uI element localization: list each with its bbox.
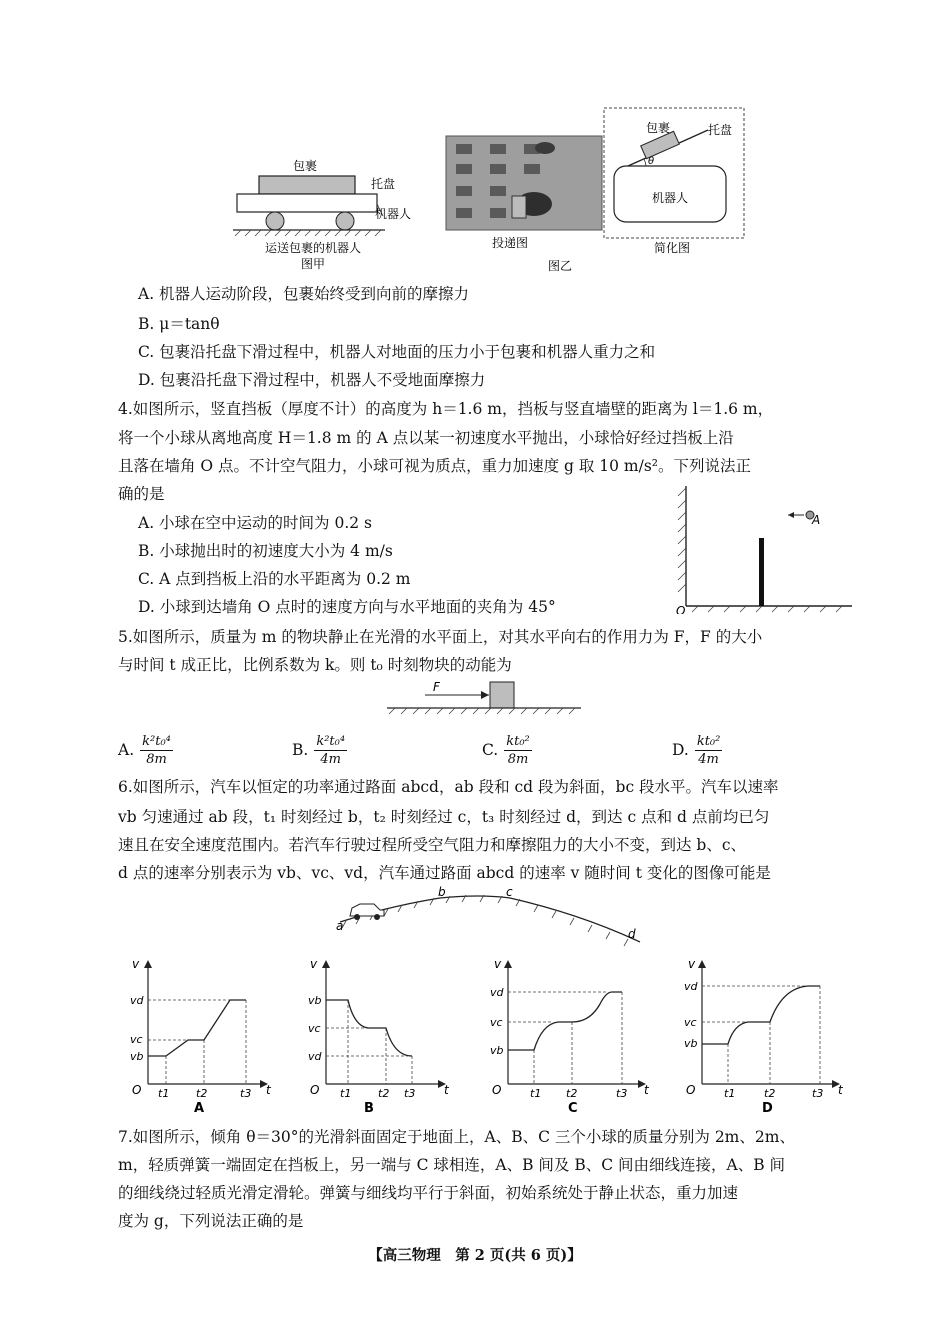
q4-figure bbox=[668, 482, 854, 614]
q3-option-a: A. 机器人运动阶段，包裹始终受到向前的摩擦力 bbox=[138, 285, 470, 303]
graph-c-t2: t2 bbox=[566, 1087, 578, 1100]
graph-d-t1: t1 bbox=[724, 1087, 736, 1100]
graph-a-t1: t1 bbox=[158, 1087, 170, 1100]
q4-option-b: B. 小球抛出时的初速度大小为 4 m/s bbox=[138, 542, 393, 560]
q5-option-d-label: D. bbox=[672, 741, 689, 759]
q5-option-b-den: 4m bbox=[320, 751, 341, 767]
q5-option-a-label: A. bbox=[118, 741, 135, 759]
graph-c-origin: O bbox=[492, 1083, 502, 1097]
graph-a-v-axis: v bbox=[132, 957, 140, 971]
graph-b-v-axis: v bbox=[310, 957, 318, 971]
graph-a-vb: vb bbox=[130, 1050, 144, 1063]
q5-option-d-den: 4m bbox=[698, 751, 719, 767]
graph-d-vc: vc bbox=[684, 1016, 697, 1029]
q7-line-1: 7.如图所示，倾角 θ＝30°的光滑斜面固定于地面上，A、B、C 三个小球的质量分别为 2m、2m、 bbox=[118, 1128, 795, 1146]
graph-d-vb: vb bbox=[684, 1037, 698, 1050]
q7-line-3: 的细线绕过轻质光滑定滑轮。弹簧与细线均平行于斜面，初始系统处于静止状态，重力加速 bbox=[118, 1184, 739, 1202]
q6-line-4: d 点的速率分别表示为 vb、vc、vd，汽车通过路面 abcd 的速率 v 随时间 t 变化的图像可能是 bbox=[118, 864, 771, 882]
q4-line-3: 且落在墙角 O 点。不计空气阻力，小球可视为质点，重力加速度 g 取 10 m/s²。下列说法正 bbox=[118, 457, 752, 475]
graph-d-t3: t3 bbox=[812, 1087, 824, 1100]
q4-line-1: 4.如图所示，竖直挡板（厚度不计）的高度为 h＝1.6 m，挡板与竖直墙壁的距离为 l＝1.6 m， bbox=[118, 400, 774, 418]
yi-photo-caption: 投递图 bbox=[492, 236, 529, 250]
graph-c-label: C bbox=[568, 1101, 578, 1116]
graph-c-vb: vb bbox=[490, 1044, 504, 1057]
graph-a-origin: O bbox=[132, 1083, 142, 1097]
graph-d-t2: t2 bbox=[764, 1087, 776, 1100]
q6-line-1: 6.如图所示，汽车以恒定的功率通过路面 abcd，ab 段和 cd 段为斜面，bc 段水平。汽车以速率 bbox=[118, 778, 779, 796]
graph-c-v-axis: v bbox=[494, 957, 502, 971]
graph-a-vc: vc bbox=[130, 1033, 143, 1046]
graph-d-label: D bbox=[762, 1101, 773, 1116]
graph-d-v-axis: v bbox=[688, 957, 696, 971]
q3-option-c: C. 包裹沿托盘下滑过程中，机器人对地面的压力小于包裹和机器人重力之和 bbox=[138, 343, 656, 361]
yi-package-label: 包裹 bbox=[646, 121, 671, 135]
yi-angle-label: θ bbox=[648, 156, 655, 167]
figure-jia bbox=[225, 148, 415, 273]
q5-option-c bbox=[482, 730, 532, 770]
q5-option-a-num: k²t₀⁴ bbox=[142, 733, 171, 749]
q5-option-d bbox=[672, 730, 722, 770]
q4-option-a: A. 小球在空中运动的时间为 0.2 s bbox=[138, 514, 373, 532]
q5-option-b bbox=[292, 730, 347, 770]
q6-graph-b bbox=[290, 954, 460, 1116]
q4-option-c: C. A 点到挡板上沿的水平距离为 0.2 m bbox=[138, 570, 411, 588]
graph-c-vc: vc bbox=[490, 1016, 503, 1029]
q5-option-a bbox=[118, 730, 173, 770]
jia-tray-label: 托盘 bbox=[371, 177, 396, 191]
q4-line-2: 将一个小球从离地高度 H＝1.8 m 的 A 点以某一初速度水平抛出，小球恰好经过挡板上沿 bbox=[118, 429, 734, 447]
q5-line-2: 与时间 t 成正比，比例系数为 k。则 t₀ 时刻物块的动能为 bbox=[118, 656, 512, 674]
jia-robot-label: 机器人 bbox=[375, 207, 412, 221]
graph-d-vd: vd bbox=[684, 980, 698, 993]
road-label-b: b bbox=[438, 886, 446, 899]
car-icon bbox=[350, 904, 384, 920]
yi-caption: 图乙 bbox=[548, 259, 573, 273]
road-label-c: c bbox=[506, 886, 513, 899]
graph-b-t1: t1 bbox=[340, 1087, 352, 1100]
figure-yi bbox=[442, 104, 747, 274]
q6-line-2: vb 匀速通过 ab 段，t₁ 时刻经过 b，t₂ 时刻经过 c，t₃ 时刻经过 d，到达 c 点和 d 点前均已匀 bbox=[118, 808, 770, 826]
road-label-a: a bbox=[336, 919, 344, 933]
graph-b-label: B bbox=[364, 1101, 374, 1116]
road-label-d: d bbox=[628, 927, 636, 941]
graph-c-t-axis: t bbox=[644, 1083, 649, 1097]
yi-simplified-caption: 简化图 bbox=[654, 241, 691, 255]
graph-a-vd: vd bbox=[130, 994, 144, 1007]
graph-d-origin: O bbox=[686, 1083, 696, 1097]
q6-road-figure bbox=[330, 886, 650, 948]
yi-robot-label: 机器人 bbox=[652, 191, 689, 205]
q5-force-label: F bbox=[433, 680, 440, 694]
q5-option-d-num: kt₀² bbox=[696, 733, 721, 749]
q6-graph-a bbox=[112, 954, 282, 1116]
q5-option-a-den: 8m bbox=[146, 751, 167, 767]
q6-line-3: 速且在安全速度范围内。若汽车行驶过程所受空气阻力和摩擦阻力的大小不变，到达 b、c、 bbox=[118, 836, 747, 854]
graph-b-vc: vc bbox=[308, 1022, 321, 1035]
graph-c-t1: t1 bbox=[530, 1087, 542, 1100]
q5-option-c-label: C. bbox=[482, 741, 499, 759]
q5-option-c-num: kt₀² bbox=[506, 733, 530, 749]
q4-option-d: D. 小球到达墙角 O 点时的速度方向与水平地面的夹角为 45° bbox=[138, 598, 556, 616]
graph-d-t-axis: t bbox=[838, 1083, 843, 1097]
q4-point-o: O bbox=[676, 604, 686, 614]
q5-figure bbox=[385, 678, 585, 718]
graph-b-t3: t3 bbox=[404, 1087, 416, 1100]
yi-tray-label: 托盘 bbox=[708, 123, 733, 137]
graph-a-t2: t2 bbox=[196, 1087, 208, 1100]
graph-b-origin: O bbox=[310, 1083, 320, 1097]
q4-point-a: A bbox=[812, 513, 821, 527]
jia-caption-desc: 运送包裹的机器人 bbox=[265, 241, 362, 255]
q6-graph-c bbox=[478, 954, 658, 1116]
graph-b-t-axis: t bbox=[444, 1083, 449, 1097]
jia-caption: 图甲 bbox=[301, 257, 326, 271]
graph-c-vd: vd bbox=[490, 986, 504, 999]
page-footer: 【高三物理 第 2 页(共 6 页)】 bbox=[368, 1247, 582, 1264]
graph-c-t3: t3 bbox=[616, 1087, 628, 1100]
q7-line-4: 度为 g，下列说法正确的是 bbox=[118, 1212, 304, 1230]
q5-option-b-label: B. bbox=[292, 741, 309, 759]
graph-b-vd: vd bbox=[308, 1050, 322, 1063]
graph-a-t-axis: t bbox=[266, 1083, 271, 1097]
q4-line-4: 确的是 bbox=[118, 485, 165, 503]
jia-package-label: 包裹 bbox=[293, 159, 318, 173]
q6-graph-d bbox=[672, 954, 852, 1116]
q5-option-b-num: k²t₀⁴ bbox=[316, 733, 346, 749]
graph-b-t2: t2 bbox=[378, 1087, 390, 1100]
graph-a-t3: t3 bbox=[240, 1087, 252, 1100]
q5-line-1: 5.如图所示，质量为 m 的物块静止在光滑的水平面上，对其水平向右的作用力为 F，F 的大小 bbox=[118, 628, 763, 646]
graph-a-label: A bbox=[194, 1101, 205, 1116]
q5-option-c-den: 8m bbox=[507, 751, 529, 767]
q3-option-d: D. 包裹沿托盘下滑过程中，机器人不受地面摩擦力 bbox=[138, 371, 486, 389]
q3-option-b: B. μ＝tanθ bbox=[138, 315, 220, 333]
q7-line-2: m，轻质弹簧一端固定在挡板上，另一端与 C 球相连，A、B 间及 B、C 间由细线连接，A、B 间 bbox=[118, 1156, 786, 1174]
graph-b-vb: vb bbox=[308, 994, 322, 1007]
